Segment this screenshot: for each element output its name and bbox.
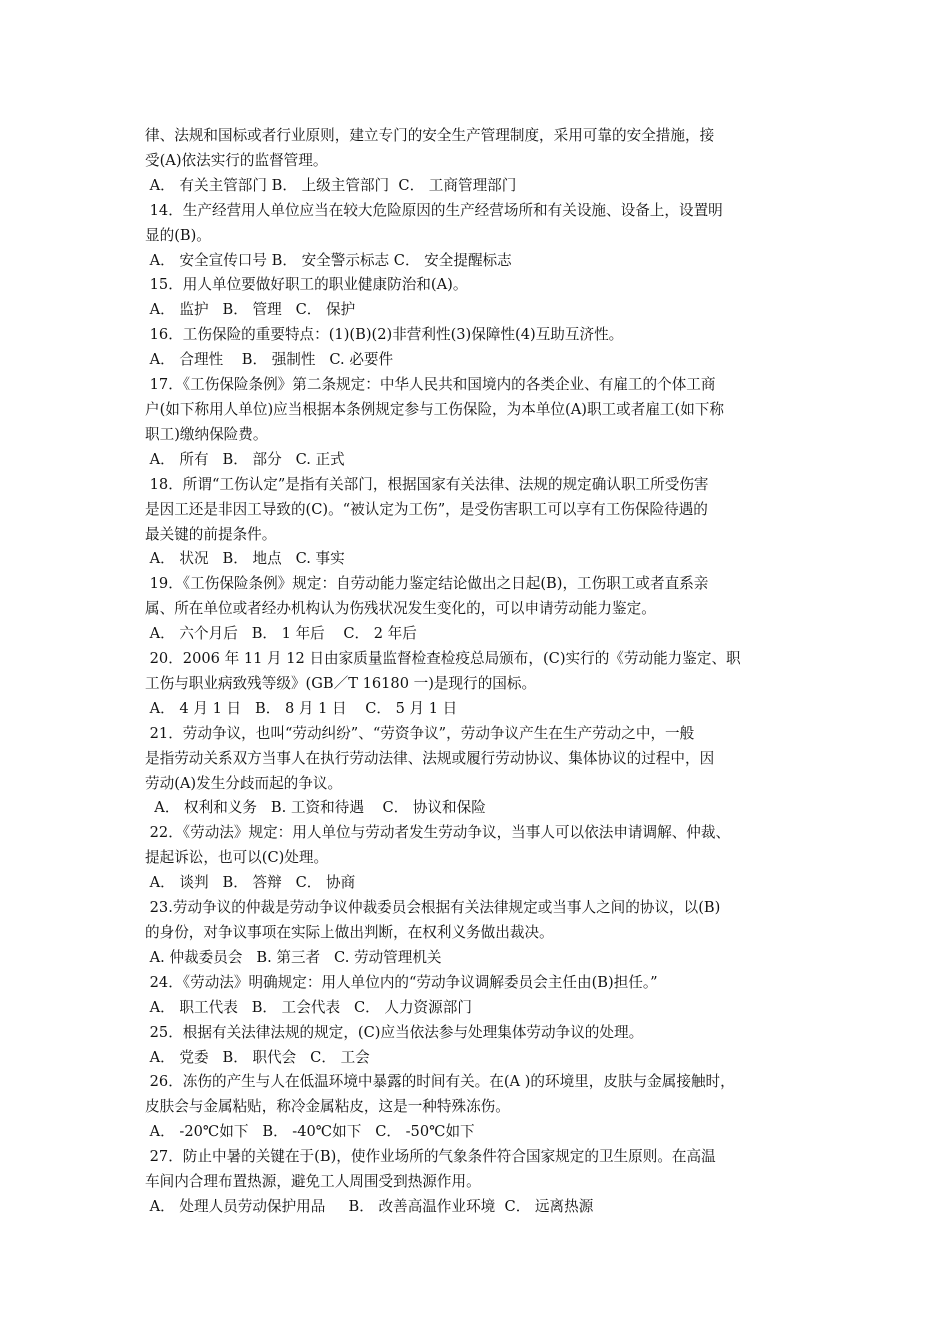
- text-line: A． 状况 B． 地点 C. 事实: [145, 550, 345, 568]
- text-line: 职工)缴纳保险费。: [145, 425, 268, 443]
- text-line: 的身份，对争议事项在实际上做出判断，在权利义务做出裁决。: [145, 924, 554, 941]
- text-line: A． 权利和义务 B. 工资和待遇 C． 协议和保险: [145, 799, 486, 817]
- text-line: 27．防止中暑的关键在于(B)，使作业场所的气象条件符合国家规定的卫生原则。在高温: [145, 1148, 716, 1166]
- text-line: A． 党委 B． 职代会 C． 工会: [145, 1048, 370, 1066]
- text-line: A． 职工代表 B． 工会代表 C． 人力资源部门: [145, 998, 472, 1016]
- text-line: 16．工伤保险的重要特点：(1)(B)(2)非营利性(3)保障性(4)互助互济性。: [145, 326, 624, 344]
- text-line: 提起诉讼，也可以(C)处理。: [145, 849, 329, 867]
- text-line: 户(如下称用人单位)应当根据本条例规定参与工伤保险，为本单位(A)职工或者雇工(如下称: [145, 400, 724, 418]
- text-line: A． 合理性 B． 强制性 C. 必要件: [145, 351, 394, 369]
- text-line: 18．所谓“工伤认定”是指有关部门，根据国家有关法律、法规的规定确认职工所受伤害: [145, 475, 709, 493]
- text-line: 17．《工伤保险条例》第二条规定：中华人民共和国境内的各类企业、有雇工的个体工商: [145, 376, 716, 394]
- text-line: A． -20℃如下 B． -40℃如下 C． -50℃如下: [145, 1123, 475, 1141]
- text-line: A． 有关主管部门 B． 上级主管部门 C． 工商管理部门: [145, 176, 517, 194]
- text-line: A． 谈判 B． 答辩 C． 协商: [145, 874, 356, 892]
- text-line: 15．用人单位要做好职工的职业健康防治和(A)。: [145, 276, 468, 294]
- text-line: 是因工还是非因工导致的(C)。“被认定为工伤”，是受伤害职工可以享有工伤保险待遇的: [145, 500, 708, 518]
- text-line: A． 监护 B． 管理 C． 保护: [145, 301, 356, 319]
- text-line: 受(A)依法实行的监督管理。: [145, 151, 328, 169]
- text-line: A． 所有 B． 部分 C. 正式: [145, 450, 345, 468]
- text-line: 23.劳动争议的仲裁是劳动争议仲裁委员会根据有关法律规定或当事人之间的协议，以(B): [145, 899, 721, 917]
- text-line: 25．根据有关法律法规的规定，(C)应当依法参与处理集体劳动争议的处理。: [145, 1023, 644, 1041]
- text-line: 皮肤会与金属粘贴，称冷金属粘皮，这是一种特殊冻伤。: [145, 1098, 510, 1116]
- text-line: A． 4 月 1 日 B． 8 月 1 日 C． 5 月 1 日: [145, 699, 458, 717]
- text-line: 14．生产经营用人单位应当在较大危险原因的生产经营场所和有关设施、设备上，设置明: [145, 201, 723, 219]
- text-line: 21．劳动争议，也叫“劳动纠纷”、“劳资争议”，劳动争议产生在生产劳动之中，一般: [145, 724, 695, 742]
- text-line: 属、所在单位或者经办机构认为伤残状况发生变化的，可以申请劳动能力鉴定。: [145, 600, 656, 618]
- document-page: [145, 124, 825, 1220]
- text-line: A． 处理人员劳动保护用品 B． 改善高温作业环境 C． 远离热源: [145, 1197, 594, 1215]
- text-line: 车间内合理布置热源，避免工人周围受到热源作用。: [145, 1173, 481, 1191]
- text-line: 22．《劳动法》规定：用人单位与劳动者发生劳动争议，当事人可以依法申请调解、仲裁、: [145, 824, 731, 842]
- text-line: 律、法规和国标或者行业原则，建立专门的安全生产管理制度，采用可靠的安全措施，接: [145, 127, 715, 144]
- text-line: 是指劳动关系双方当事人在执行劳动法律、法规或履行劳动协议、集体协议的过程中，因: [145, 749, 715, 767]
- text-line: A. 仲裁委员会 B. 第三者 C. 劳动管理机关: [145, 948, 442, 966]
- text-line: 26．冻伤的产生与人在低温环境中暴露的时间有关。在(A )的环境里，皮肤与金属接触时，: [145, 1073, 735, 1091]
- text-line: 20．2006 年 11 月 12 日由家质量监督检查检疫总局颁布，(C)实行的《劳动能力鉴定、职: [145, 650, 741, 668]
- text-line: A． 安全宣传口号 B． 安全警示标志 C． 安全提醒标志: [145, 251, 512, 269]
- text-line: 最关键的前提条件。: [145, 525, 277, 543]
- text-line: 工伤与职业病致残等级》(GB／T 16180 一)是现行的国标。: [145, 674, 537, 692]
- text-line: A． 六个月后 B． 1 年后 C． 2 年后: [145, 625, 417, 643]
- text-line: 19．《工伤保险条例》规定：自劳动能力鉴定结论做出之日起(B)，工伤职工或者直系亲: [145, 575, 709, 593]
- text-line: 劳动(A)发生分歧而起的争议。: [145, 774, 343, 792]
- text-line: 显的(B)。: [145, 226, 211, 244]
- text-line: 24．《劳动法》明确规定：用人单位内的“劳动争议调解委员会主任由(B)担任。”: [145, 973, 658, 991]
